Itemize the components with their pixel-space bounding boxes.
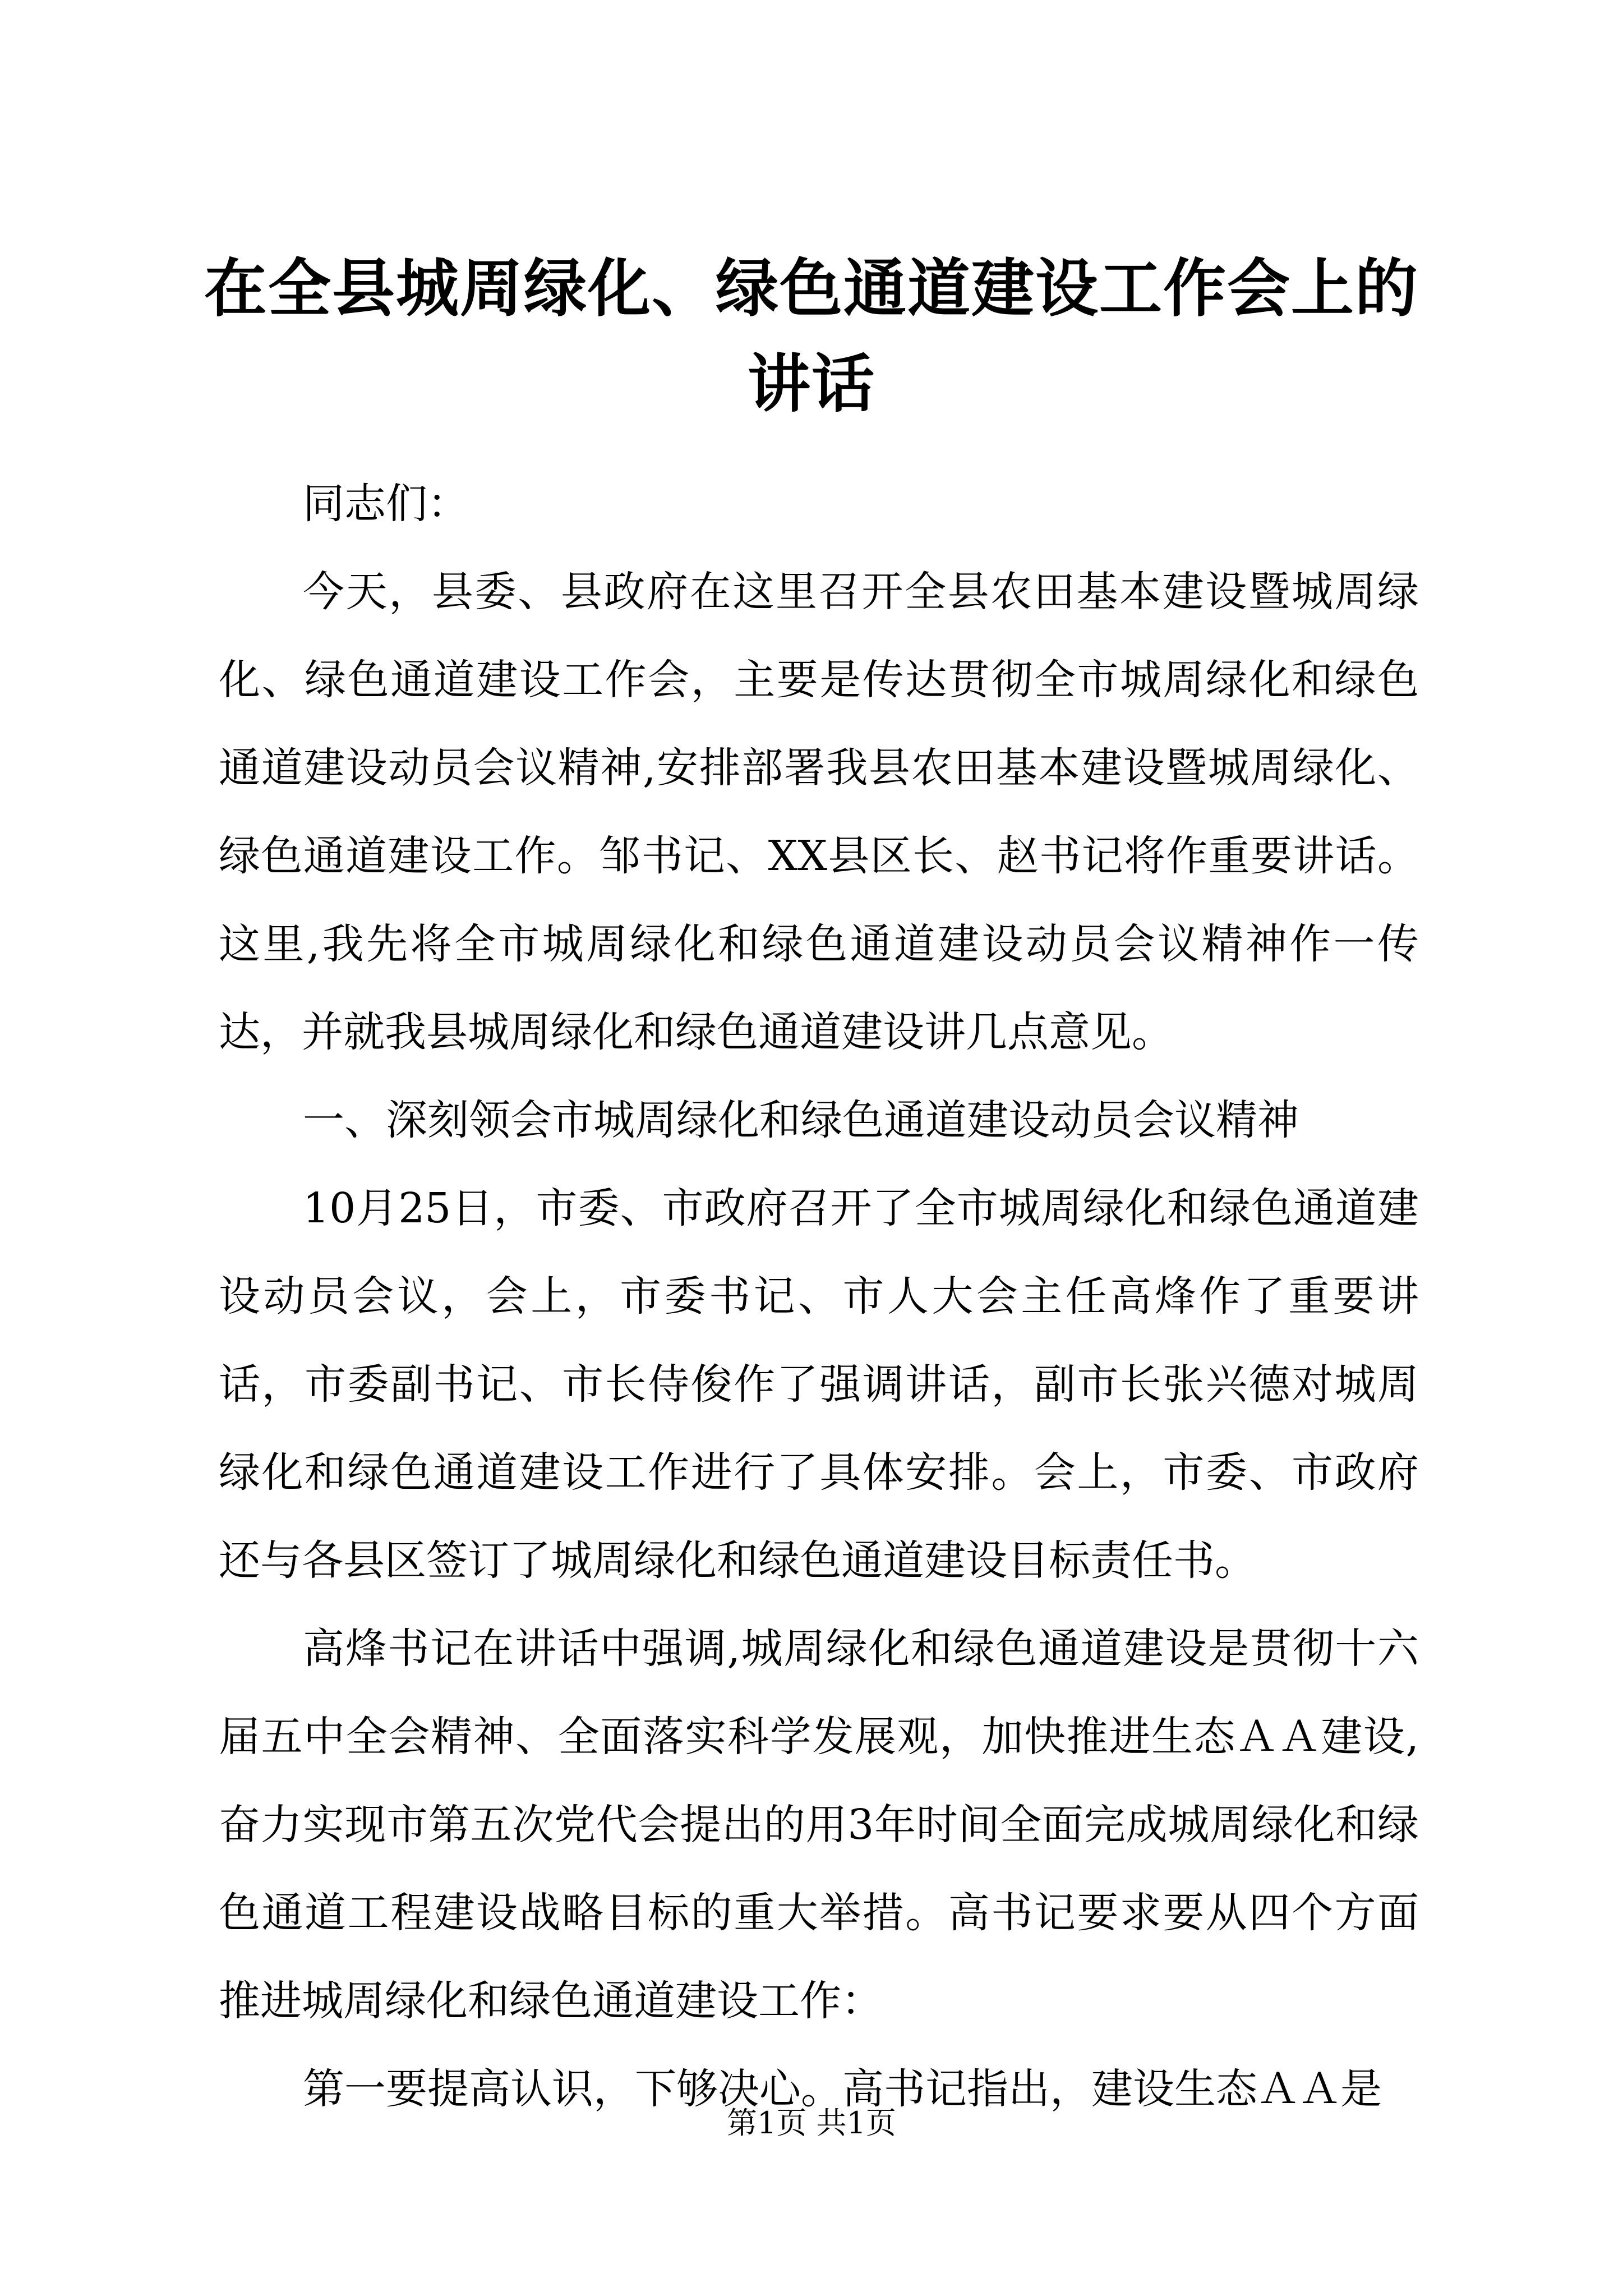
document-title: 在全县城周绿化、绿色通道建设工作会上的讲话 (204, 252, 1419, 421)
salutation: 同志们： (303, 480, 469, 528)
body-paragraph: 今天，县委、县政府在这里召开全县农田基本建设暨城周绿化、绿色通道建设工作会，主要是传达贯彻全市城周绿化和绿色通道建设动员会议精神,安排部署我县农田基本建设暨城周绿化、绿色通道建设工作。邹书记、XX县区长、赵书记将作重要讲话。这里,我先将全市城周绿化和绿色通道建设动员会议精神作一传达，并就我县城周绿化和绿色通道建设讲几点意见。 (219, 568, 1419, 1056)
body-paragraph: 10月25日，市委、市政府召开了全市城周绿化和绿色通道建设动员会议，会上，市委书记、市人大会主任高烽作了重要讲话，市委副书记、市长侍俊作了强调讲话，副市长张兴德对城周绿化和绿色通道建设工作进行了具体安排。会上，市委、市政府还与各县区签订了城周绿化和绿色通道建设目标责任书。 (219, 1184, 1419, 1585)
document-body (219, 460, 1419, 2133)
page-number-footer: 第1页 共1页 (727, 2105, 896, 2141)
body-paragraph: 高烽书记在讲话中强调,城周绿化和绿色通道建设是贯彻十六届五中全会精神、全面落实科学发展观，加快推进生态ＡＡ建设,奋力实现市第五次党代会提出的用3年时间全面完成城周绿化和绿色通道工程建设战略目标的重大举措。高书记要求要从四个方面推进城周绿化和绿色通道建设工作： (219, 1625, 1419, 2025)
section-heading: 一、深刻领会市城周绿化和绿色通道建设动员会议精神 (303, 1096, 1299, 1144)
body-paragraph: 第一要提高认识，下够决心。高书记指出，建设生态ＡＡ是 (303, 2065, 1382, 2113)
